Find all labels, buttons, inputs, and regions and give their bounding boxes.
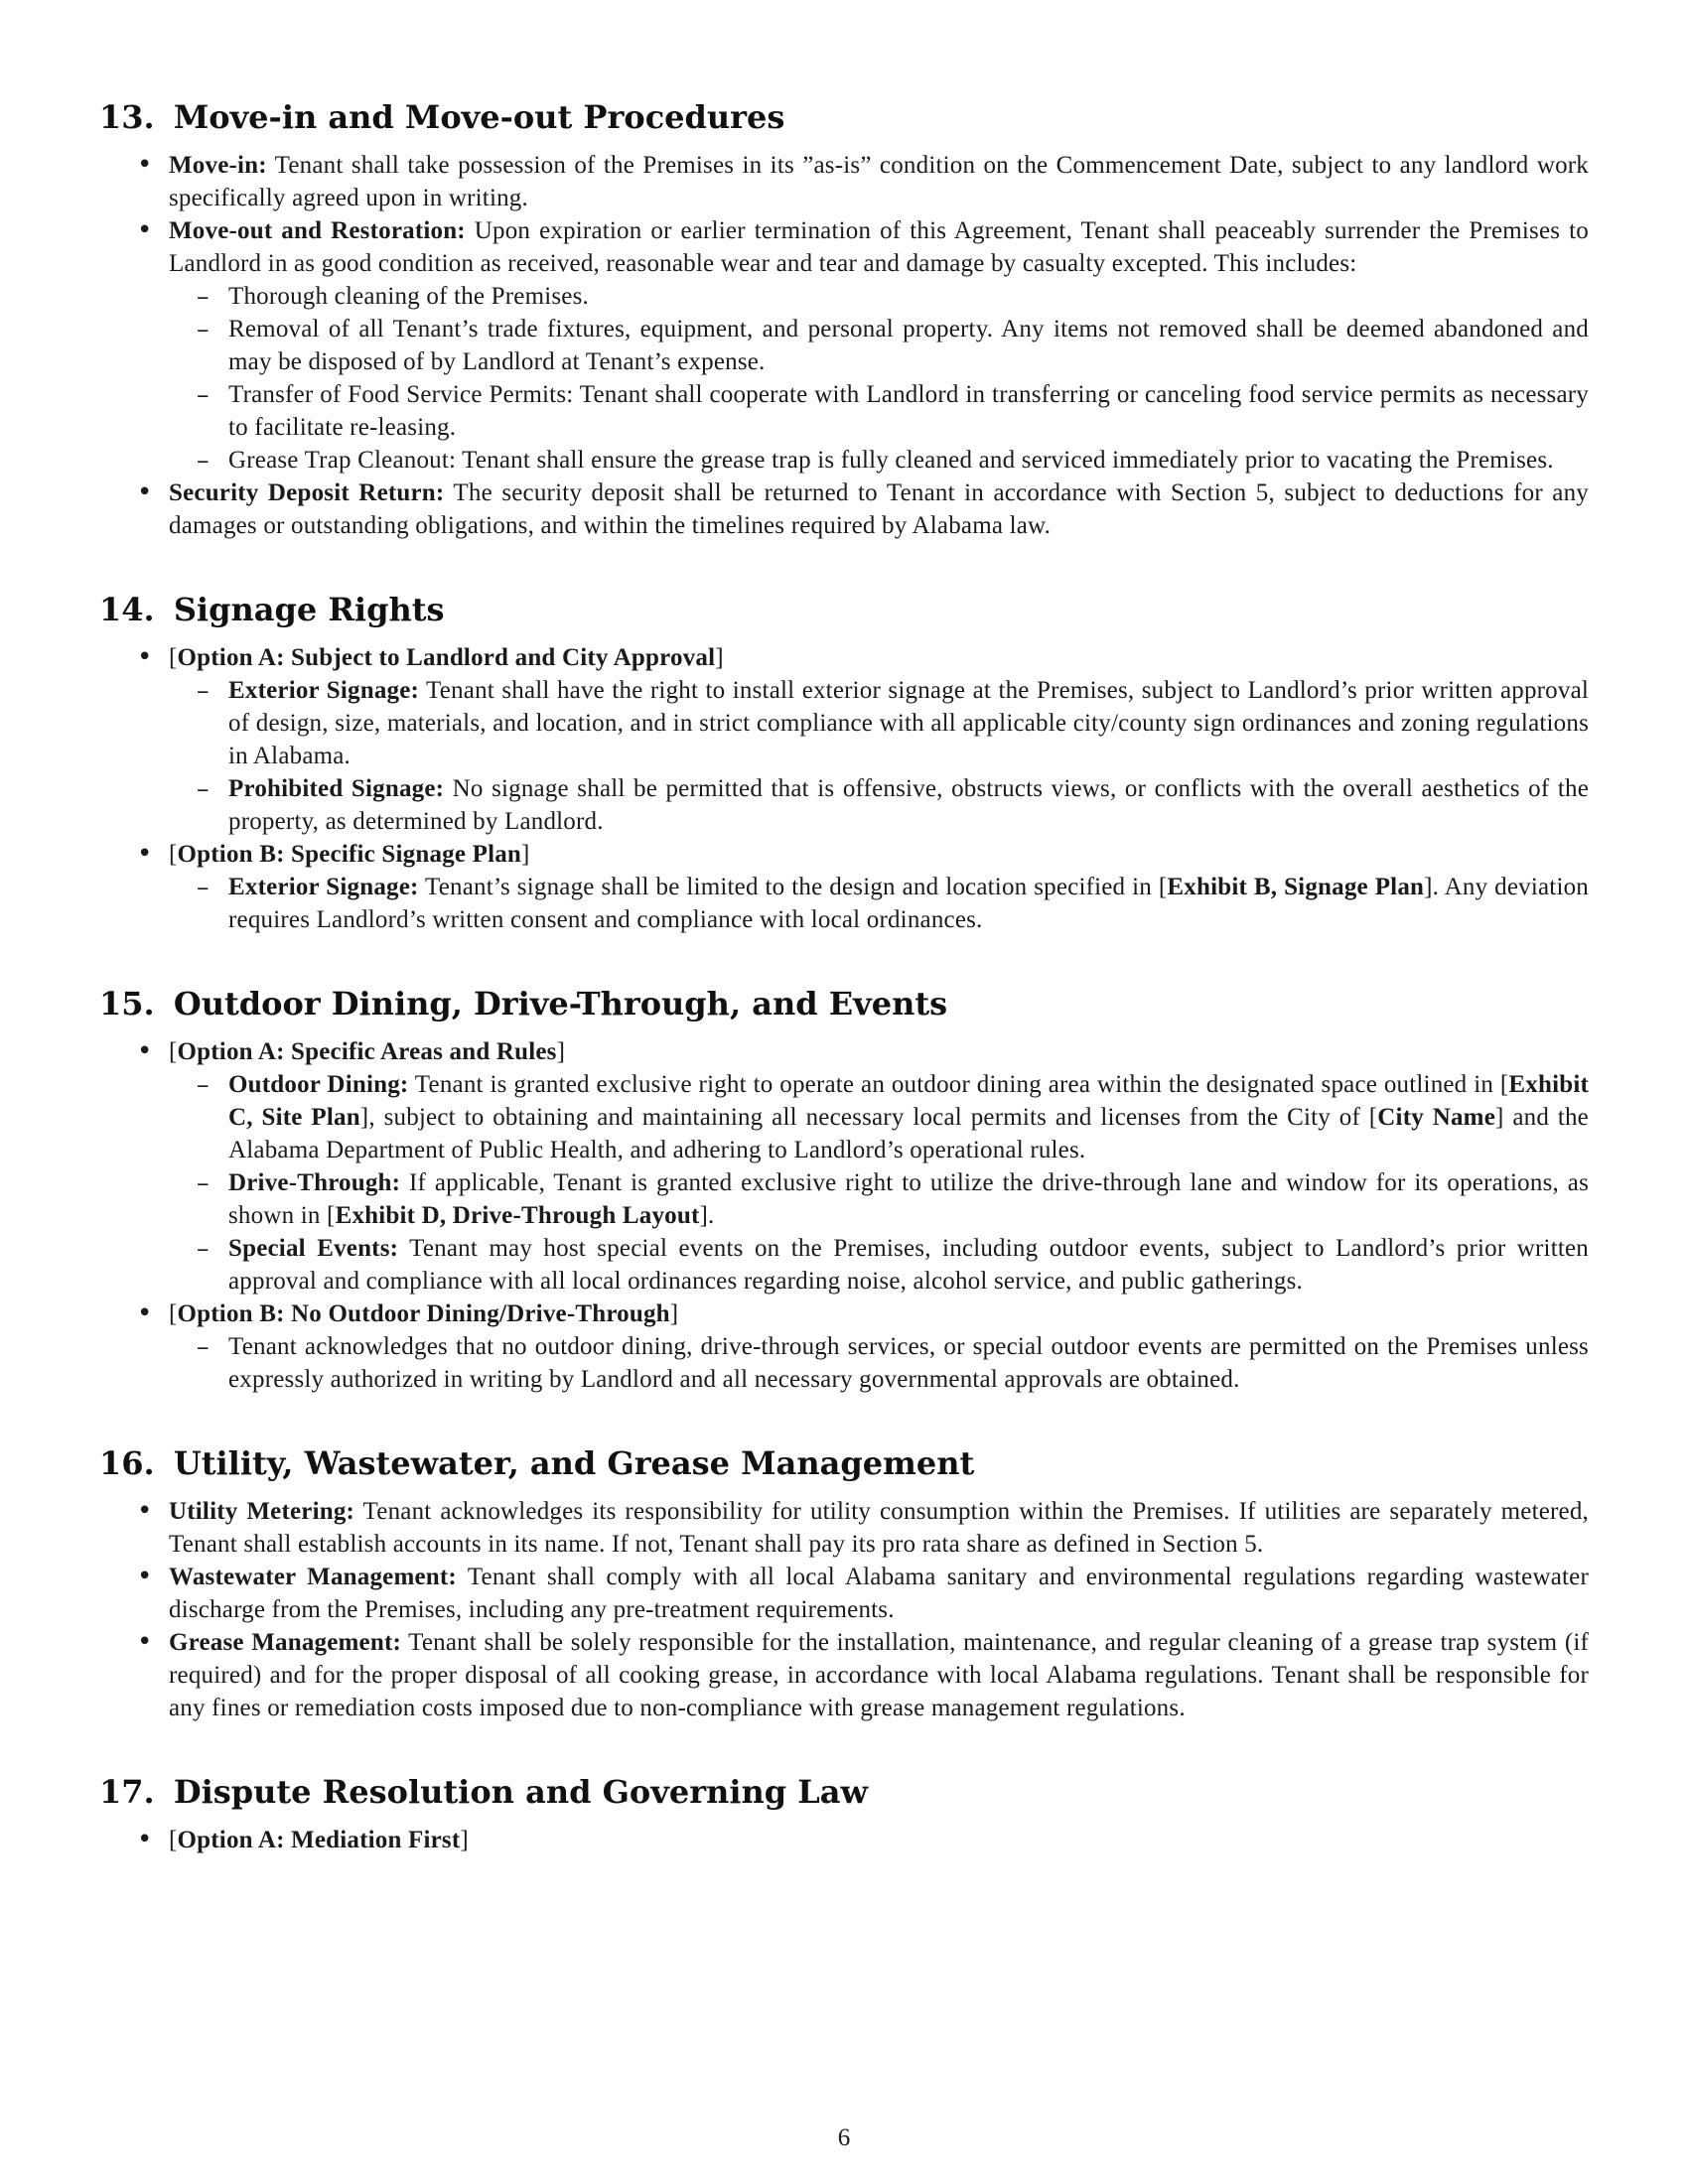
list-item: • [Option A: Subject to Landlord and City Approval] – Exterior Signage: Tenant shall have the right to install exterior signage at the Premises, subject to Landlord’s prior written approval of design, size, materials, and location, and in strict compliance with all applicable city/county sign ordinances and zoning regulations in Alabama. – Prohibited Signage: No signage shall be permitted that is offensive, obstructs views, or conflicts with the overall aesthetics of the property, as determined by Landlord. <box>99 641 1589 838</box>
item-label: Exterior Signage: <box>228 677 420 704</box>
item-label: Grease Management: <box>169 1629 402 1656</box>
list-item <box>99 1561 1589 1626</box>
item-label: Prohibited Signage: <box>228 775 445 802</box>
document-page <box>99 97 1589 1904</box>
list-item <box>99 1495 1589 1561</box>
list-item <box>99 214 1589 477</box>
bullet-list <box>99 641 1589 936</box>
section-title: Move-in and Move-out Procedures <box>173 98 785 136</box>
section-title: Utility, Wastewater, and Grease Management <box>173 1444 975 1482</box>
city-placeholder: City Name <box>1377 1104 1495 1131</box>
item-text: Tenant acknowledges its responsibility for utility consumption within the Premises. If utilities are separately metered, Tenant shall establish accounts in its name. If not, Tenant shall pay its pro rata share as defined in Section 5. <box>169 1498 1590 1558</box>
list-item <box>169 1330 1589 1396</box>
list-item: • [Option A: Specific Areas and Rules] – Outdoor Dining: Tenant is granted exclusive right to operate an outdoor dining area within the designated space outlined in [Exhibit C, Site Plan], subject to obtaining and maintaining all necessary local permits and licenses from the City of [City Name] and the Alabama Department of Public Health, and adhering to Landlord’s operational rules. – Drive-Through: If applicable, Tenant is granted exclusive right to utilize the drive-through lane and window for its operations, as shown in [Exhibit D, Drive-Through Layout]. – Special Events: Tenant may host special events on the Premises, including outdoor events, subject to Landlord’s prior written approval and compliance with all local ordinances regarding noise, alcohol service, and public gatherings. <box>99 1035 1589 1297</box>
option-label: Option A: Subject to Landlord and City Approval <box>177 644 716 671</box>
dash-list <box>169 280 1589 477</box>
item-text: If applicable, Tenant is granted exclusive right to utilize the drive-through lane and window for its operations, as shown in <box>228 1169 1590 1229</box>
item-text: Upon expiration or earlier termination of this Agreement, Tenant shall peaceably surrender the Premises to Landlord in as good condition as received, reasonable wear and tear and damage by casualty excepted. This includes: <box>169 217 1589 277</box>
item-text: Tenant’s signage shall be limited to the design and location specified in <box>424 874 1152 900</box>
list-item <box>169 378 1589 444</box>
exhibit-reference: Exhibit D, Drive-Through Layout <box>335 1202 700 1229</box>
bullet-list <box>99 1035 1589 1396</box>
section-heading <box>99 984 1589 1024</box>
item-label: Drive-Through: <box>228 1169 401 1196</box>
item-label: Exterior Signage: <box>228 874 419 900</box>
list-item <box>169 1232 1589 1297</box>
option-label: Option B: Specific Signage Plan <box>177 841 522 868</box>
dash-list <box>169 871 1589 936</box>
dash-list <box>169 1330 1589 1396</box>
exhibit-reference: Exhibit B, Signage Plan <box>1167 874 1425 900</box>
bullet-list <box>99 1495 1589 1724</box>
item-label: Move-in: <box>169 152 267 179</box>
bullet-list <box>99 1824 1589 1856</box>
section-title: Dispute Resolution and Governing Law <box>173 1773 869 1811</box>
page-number: 6 <box>837 2124 851 2151</box>
list-item <box>169 772 1589 838</box>
list-item <box>169 444 1589 477</box>
list-item <box>99 149 1589 214</box>
dash-list <box>169 1068 1589 1297</box>
item-text: Tenant shall take possession of the Premises in its ”as-is” condition on the Commencement Date, subject to any landlord work specifically agreed upon in writing. <box>169 152 1589 211</box>
section-number: 16. <box>99 1444 155 1482</box>
section-number: 17. <box>99 1773 155 1811</box>
item-text: – Grease Trap Cleanout: Tenant shall ensure the grease trap is fully cleaned and serviced immediately prior to vacating the Premises. <box>228 447 1554 474</box>
item-text: , subject to obtaining and maintaining all necessary local permits and licenses from the City of <box>368 1104 1360 1131</box>
section-heading <box>99 590 1589 629</box>
item-label: Move-out and Restoration: <box>169 217 466 244</box>
list-item <box>169 674 1589 772</box>
list-item: – Drive-Through: If applicable, Tenant is granted exclusive right to utilize the drive-through lane and window for its operations, as shown in [Exhibit D, Drive-Through Layout]. <box>169 1166 1589 1232</box>
list-item: • [Option B: No Outdoor Dining/Drive-Through] – Tenant acknowledges that no outdoor dining, drive-through services, or special outdoor events are permitted on the Premises unless expressly authorized in writing by Landlord and all necessary governmental approvals are obtained. <box>99 1297 1589 1396</box>
item-text: The security deposit shall be returned to Tenant in accordance with Section 5, subject to deductions for any damages or outstanding obligations, and within the timelines required by Alabama law. <box>169 479 1589 539</box>
item-label: Outdoor Dining: <box>228 1071 409 1098</box>
item-label: Special Events: <box>228 1235 399 1262</box>
item-text: . <box>708 1202 715 1229</box>
list-item: • [Option A: Mediation First] <box>99 1824 1589 1856</box>
section-heading <box>99 1443 1589 1483</box>
section-13 <box>99 97 1589 542</box>
section-number: 14. <box>99 591 155 628</box>
section-14 <box>99 590 1589 936</box>
item-label: Wastewater Management: <box>169 1564 457 1590</box>
list-item: • [Option B: Specific Signage Plan] – Exterior Signage: Tenant’s signage shall be limited to the design and location specified in [Exhibit B, Signage Plan]. Any deviation requires Landlord’s written consent and compliance with local ordinances. <box>99 838 1589 936</box>
item-text: – Thorough cleaning of the Premises. <box>228 283 589 310</box>
section-17 <box>99 1772 1589 1856</box>
item-text: – Removal of all Tenant’s trade fixtures, equipment, and personal property. Any items not removed shall be deemed abandoned and may be disposed of by Landlord at Tenant’s expense. <box>228 316 1589 375</box>
exhibit-reference: Exhibit C, Site Plan <box>228 1071 1589 1131</box>
item-label: Security Deposit Return: <box>169 479 445 506</box>
list-item <box>99 1626 1589 1724</box>
item-text: – Transfer of Food Service Permits: Tenant shall cooperate with Landlord in transferring or canceling food service permits as necessary to facilitate re-leasing. <box>228 381 1589 441</box>
list-item: – Outdoor Dining: Tenant is granted exclusive right to operate an outdoor dining area within the designated space outlined in [Exhibit C, Site Plan], subject to obtaining and maintaining all necessary local permits and licenses from the City of [City Name] and the Alabama Department of Public Health, and adhering to Landlord’s operational rules. <box>169 1068 1589 1166</box>
section-title: Outdoor Dining, Drive-Through, and Events <box>173 985 948 1023</box>
item-text: – Tenant acknowledges that no outdoor dining, drive-through services, or special outdoor events are permitted on the Premises unless expressly authorized in writing by Landlord and all necessary governmental approvals are obtained. <box>228 1333 1589 1393</box>
option-label: Option A: Specific Areas and Rules <box>177 1038 557 1065</box>
item-text: Tenant is granted exclusive right to operate an outdoor dining area within the designated space outlined in <box>414 1071 1494 1098</box>
option-label: Option B: No Outdoor Dining/Drive-Through <box>177 1300 670 1327</box>
section-heading <box>99 1772 1589 1812</box>
item-text: Tenant shall comply with all local Alabama sanitary and environmental regulations regarding wastewater discharge from the Premises, including any pre-treatment requirements. <box>169 1564 1589 1623</box>
section-16 <box>99 1443 1589 1724</box>
section-title: Signage Rights <box>173 591 445 628</box>
item-text: and the Alabama Department of Public Health, and adhering to Landlord’s operational rules. <box>228 1104 1589 1163</box>
item-text: Tenant shall be solely responsible for the installation, maintenance, and regular cleaning of a grease trap system (if required) and for the proper disposal of all cooking grease, in accordance with local Alabama regulations. Tenant shall be responsible for any fines or remediation costs imposed due to non-compliance with grease management regulations. <box>169 1629 1590 1721</box>
item-text: Tenant may host special events on the Premises, including outdoor events, subject to Landlord’s prior written approval and compliance with all local ordinances regarding noise, alcohol service, and public gatherings. <box>228 1235 1589 1295</box>
item-label: Utility Metering: <box>169 1498 355 1525</box>
section-15 <box>99 984 1589 1396</box>
dash-list <box>169 674 1589 838</box>
section-number: 13. <box>99 98 155 136</box>
item-text: No signage shall be permitted that is offensive, obstructs views, or conflicts with the overall aesthetics of the property, as determined by Landlord. <box>228 775 1589 835</box>
section-heading <box>99 97 1589 137</box>
list-item: – Exterior Signage: Tenant’s signage shall be limited to the design and location specified in [Exhibit B, Signage Plan]. Any deviation requires Landlord’s written consent and compliance with local ordinances. <box>169 871 1589 936</box>
item-text: Tenant shall have the right to install exterior signage at the Premises, subject to Landlord’s prior written approval of design, size, materials, and location, and in strict compliance with all applicable city/county sign ordinances and zoning regulations in Alabama. <box>228 677 1590 769</box>
item-text: . Any deviation requires Landlord’s written consent and compliance with local ordinances. <box>228 874 1589 933</box>
bullet-list <box>99 149 1589 542</box>
section-number: 15. <box>99 985 155 1023</box>
list-item <box>169 313 1589 378</box>
list-item <box>99 477 1589 542</box>
list-item <box>169 280 1589 313</box>
option-label: Option A: Mediation First <box>177 1827 461 1853</box>
